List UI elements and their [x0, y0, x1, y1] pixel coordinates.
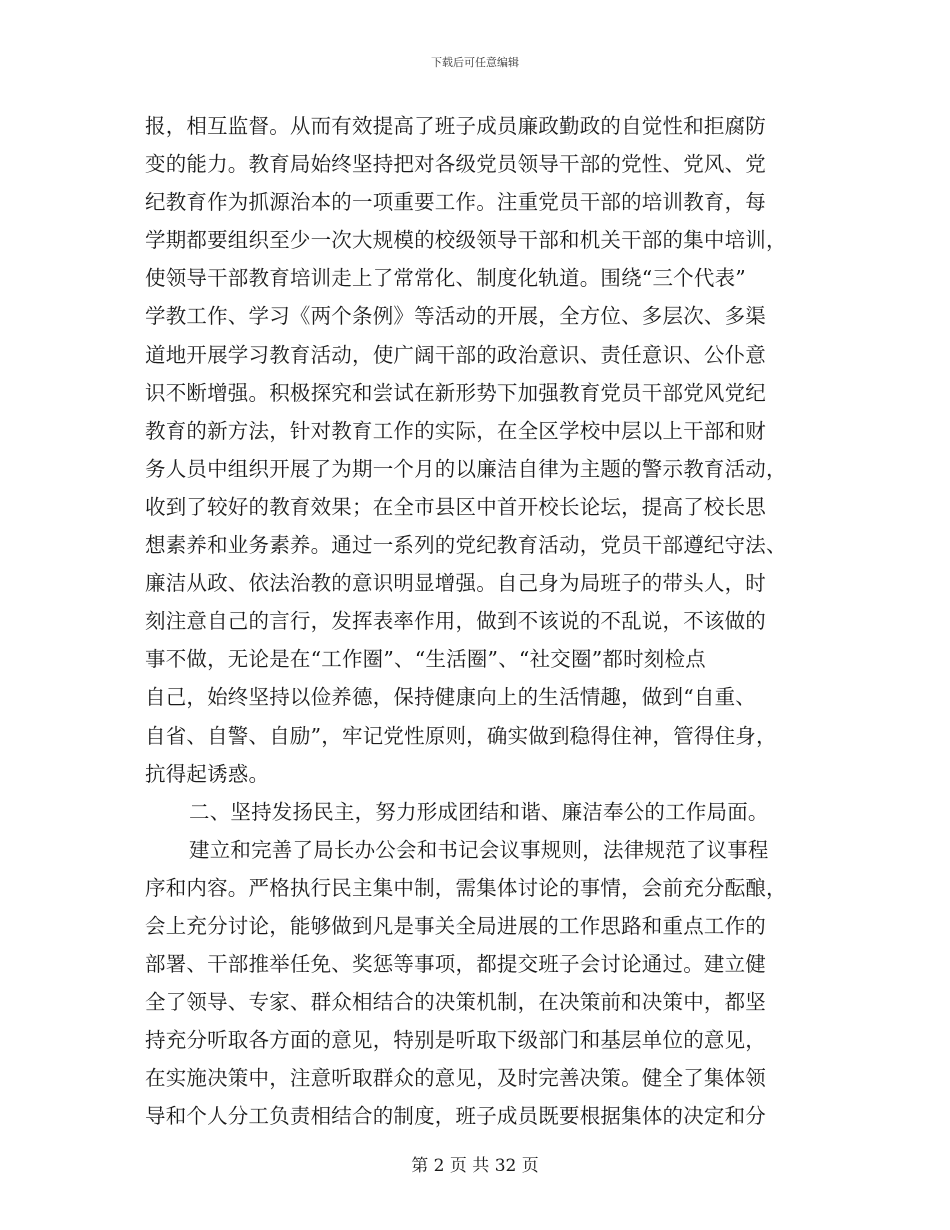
- body-line: 学教工作、学习《两个条例》等活动的开展，全方位、多层次、多渠: [145, 304, 766, 329]
- body-line: 在实施决策中，注意听取群众的意见，及时完善决策。健全了集体领: [145, 1066, 766, 1091]
- body-line: 持充分听取各方面的意见，特别是听取下级部门和基层单位的意见，: [145, 1028, 766, 1053]
- section-heading: 二、坚持发扬民主，努力形成团结和谐、廉洁奉公的工作局面。: [189, 799, 769, 824]
- body-line: 抗得起诱惑。: [145, 761, 270, 786]
- body-line: 收到了较好的教育效果；在全市县区中首开校长论坛，提高了校长思: [145, 494, 766, 519]
- body-line: 刻注意自己的言行，发挥表率作用，做到不该说的不乱说，不该做的: [145, 609, 766, 634]
- body-line: 道地开展学习教育活动，使广阔干部的政治意识、责任意识、公仆意: [145, 342, 766, 367]
- body-line: 部署、干部推举任免、奖惩等事项，都提交班子会讨论通过。建立健: [145, 952, 766, 977]
- body-line: 教育的新方法，针对教育工作的实际，在全区学校中层以上干部和财: [145, 418, 766, 443]
- document-body: [145, 107, 805, 1136]
- body-line: 廉洁从政、依法治教的意识明显增强。自己身为局班子的带头人，时: [145, 571, 766, 596]
- body-line: 务人员中组织开展了为期一个月的以廉洁自律为主题的警示教育活动，: [145, 456, 787, 481]
- page-header-note: 下载后可任意编辑: [431, 56, 519, 69]
- body-line: 变的能力。教育局始终坚持把对各级党员领导干部的党性、党风、党: [145, 152, 766, 177]
- body-line: 报，相互监督。从而有效提高了班子成员廉政勤政的自觉性和拒腐防: [145, 114, 766, 138]
- body-line: 自省、自警、自励”，牢记党性原则，确实做到稳得住神，管得住身，: [145, 723, 777, 748]
- body-line: 学期都要组织至少一次大规模的校级领导干部和机关干部的集中培训，: [145, 228, 787, 253]
- page-number: 第 2 页 共 32 页: [411, 1156, 539, 1176]
- body-line: 自己，始终坚持以俭养德，保持健康向上的生活情趣，做到“自重、: [145, 685, 756, 710]
- body-line: 纪教育作为抓源治本的一项重要工作。注重党员干部的培训教育，每: [145, 190, 766, 215]
- body-line: 会上充分讨论，能够做到凡是事关全局进展的工作思路和重点工作的: [145, 913, 766, 938]
- body-line: 全了领导、专家、群众相结合的决策机制，在决策前和决策中，都坚: [145, 990, 766, 1015]
- body-line: 建立和完善了局长办公会和书记会议事规则，法律规范了议事程: [189, 837, 769, 862]
- body-line: 识不断增强。积极探究和尝试在新形势下加强教育党员干部党风党纪: [145, 380, 766, 405]
- body-line: 导和个人分工负责相结合的制度，班子成员既要根据集体的决定和分: [145, 1104, 766, 1129]
- body-line: 事不做，无论是在“工作圈”、“生活圈”、“社交圈”都时刻检点: [145, 647, 706, 672]
- body-line: 想素养和业务素养。通过一系列的党纪教育活动，党员干部遵纪守法、: [145, 533, 787, 558]
- body-line: 序和内容。严格执行民主集中制，需集体讨论的事情，会前充分酝酿，: [145, 875, 787, 900]
- body-line: 使领导干部教育培训走上了常常化、制度化轨道。围绕“三个代表”: [145, 266, 746, 291]
